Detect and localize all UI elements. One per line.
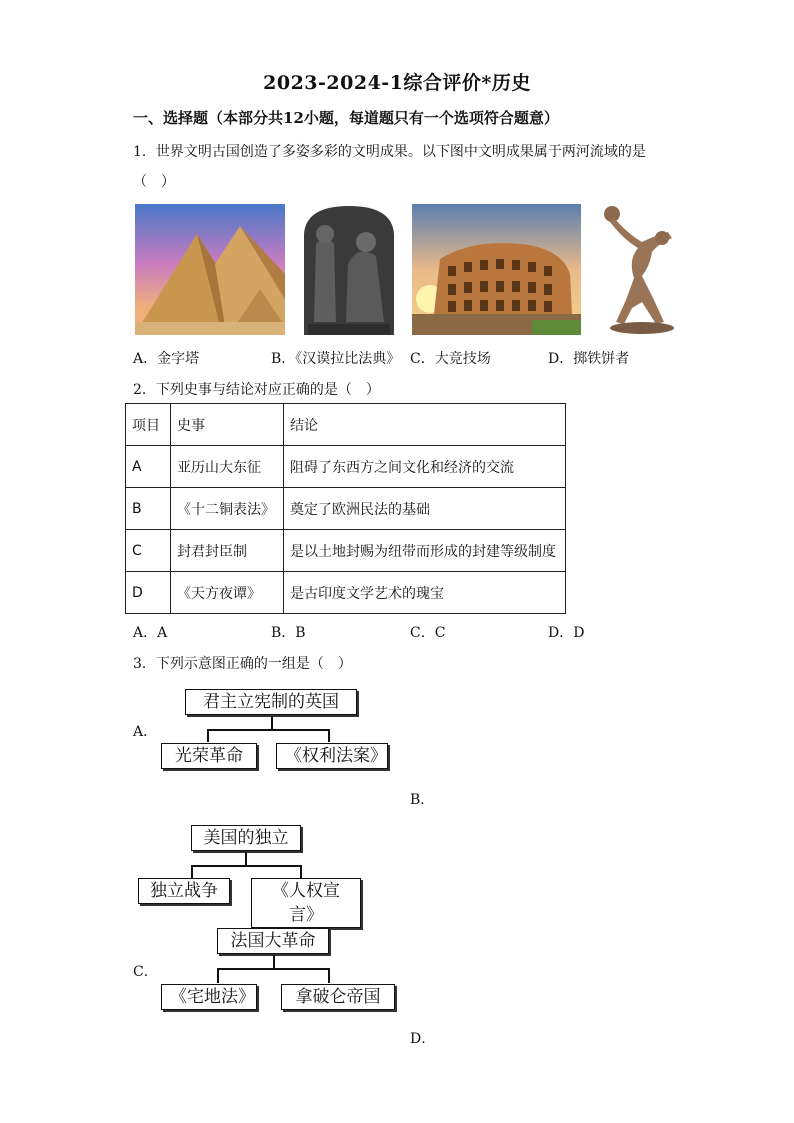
q3-option-d-letter[interactable]: D． bbox=[410, 1031, 436, 1047]
discobolus-image bbox=[598, 204, 690, 335]
q1-option-a[interactable]: A．金字塔 bbox=[133, 351, 200, 367]
table-cell: 封君封臣制 bbox=[171, 530, 284, 572]
diagram-b-right-box: 《人权宣言》 bbox=[251, 878, 361, 928]
diagram-c-left-line bbox=[217, 968, 219, 983]
pyramids-image bbox=[135, 204, 285, 335]
header-conclusion: 结论 bbox=[284, 404, 566, 446]
diagram-b-left-box: 独立战争 bbox=[138, 878, 230, 904]
diagram-c-right-box: 拿破仑帝国 bbox=[281, 984, 395, 1010]
section-heading: 一、选择题（本部分共12小题，每道题只有一个选项符合题意） bbox=[133, 109, 559, 127]
table-header-row bbox=[126, 404, 566, 446]
diagram-b-right-line bbox=[300, 865, 302, 878]
q2-option-c[interactable]: C．C bbox=[410, 625, 446, 641]
table-row bbox=[126, 572, 566, 614]
table-cell: B bbox=[126, 488, 171, 530]
q1-option-d[interactable]: D．掷铁饼者 bbox=[548, 351, 630, 367]
q1-option-b[interactable]: B．《汉谟拉比法典》 bbox=[271, 351, 401, 367]
table-cell: 是古印度文学艺术的瑰宝 bbox=[284, 572, 566, 614]
q3-option-a-letter[interactable]: A． bbox=[133, 724, 158, 740]
q2-option-b[interactable]: B．B bbox=[271, 625, 306, 641]
diagram-a-left-line bbox=[207, 729, 209, 742]
question-3-stem: 3．下列示意图正确的一组是（ ） bbox=[133, 656, 352, 672]
table-cell: 《天方夜谭》 bbox=[171, 572, 284, 614]
diagram-c-left-box: 《宅地法》 bbox=[161, 984, 257, 1010]
diagram-c-branch-line bbox=[217, 968, 329, 970]
table-cell: 奠定了欧洲民法的基础 bbox=[284, 488, 566, 530]
q3-option-b-letter[interactable]: B． bbox=[410, 792, 435, 808]
diagram-b-branch-line bbox=[191, 865, 301, 867]
table-cell: 阻碍了东西方之间文化和经济的交流 bbox=[284, 446, 566, 488]
diagram-c-right-line bbox=[328, 968, 330, 983]
diagram-a-branch-line bbox=[207, 729, 329, 731]
diagram-a-right-box: 《权利法案》 bbox=[276, 743, 388, 769]
table-row bbox=[126, 530, 566, 572]
q2-option-a[interactable]: A．A bbox=[133, 625, 168, 641]
table-cell: A bbox=[126, 446, 171, 488]
hammurabi-stele-image bbox=[296, 204, 402, 335]
diagram-b-left-line bbox=[191, 865, 193, 878]
q3-option-c-letter[interactable]: C． bbox=[133, 964, 158, 980]
table-cell: 《十二铜表法》 bbox=[171, 488, 284, 530]
table-row bbox=[126, 446, 566, 488]
history-table bbox=[125, 403, 566, 614]
diagram-c-top-box: 法国大革命 bbox=[217, 928, 329, 954]
diagram-b-top-box: 美国的独立 bbox=[191, 825, 301, 851]
header-event: 史事 bbox=[171, 404, 284, 446]
table-cell: 是以土地封赐为纽带而形成的封建等级制度 bbox=[284, 530, 566, 572]
page-title: 2023-2024-1综合评价*历史 bbox=[263, 72, 531, 94]
q1-option-c[interactable]: C．大竞技场 bbox=[410, 351, 491, 367]
diagram-a-left-box: 光荣革命 bbox=[161, 743, 257, 769]
table-row bbox=[126, 488, 566, 530]
table-cell: D bbox=[126, 572, 171, 614]
diagram-a-top-box: 君主立宪制的英国 bbox=[185, 689, 357, 715]
header-item: 项目 bbox=[126, 404, 171, 446]
diagram-a-right-line bbox=[328, 729, 330, 742]
colosseum-image bbox=[412, 204, 581, 335]
diagram-c-stem-line bbox=[273, 955, 275, 968]
question-1-bracket: （ ） bbox=[133, 174, 175, 190]
diagram-a-stem-line bbox=[271, 716, 273, 729]
question-1-stem: 1．世界文明古国创造了多姿多彩的文明成果。以下图中文明成果属于两河流域的是 bbox=[133, 144, 646, 160]
q2-option-d[interactable]: D．D bbox=[548, 625, 585, 641]
table-cell: C bbox=[126, 530, 171, 572]
table-cell: 亚历山大东征 bbox=[171, 446, 284, 488]
diagram-b-stem-line bbox=[245, 852, 247, 865]
question-2-stem: 2．下列史事与结论对应正确的是（ ） bbox=[133, 382, 380, 398]
